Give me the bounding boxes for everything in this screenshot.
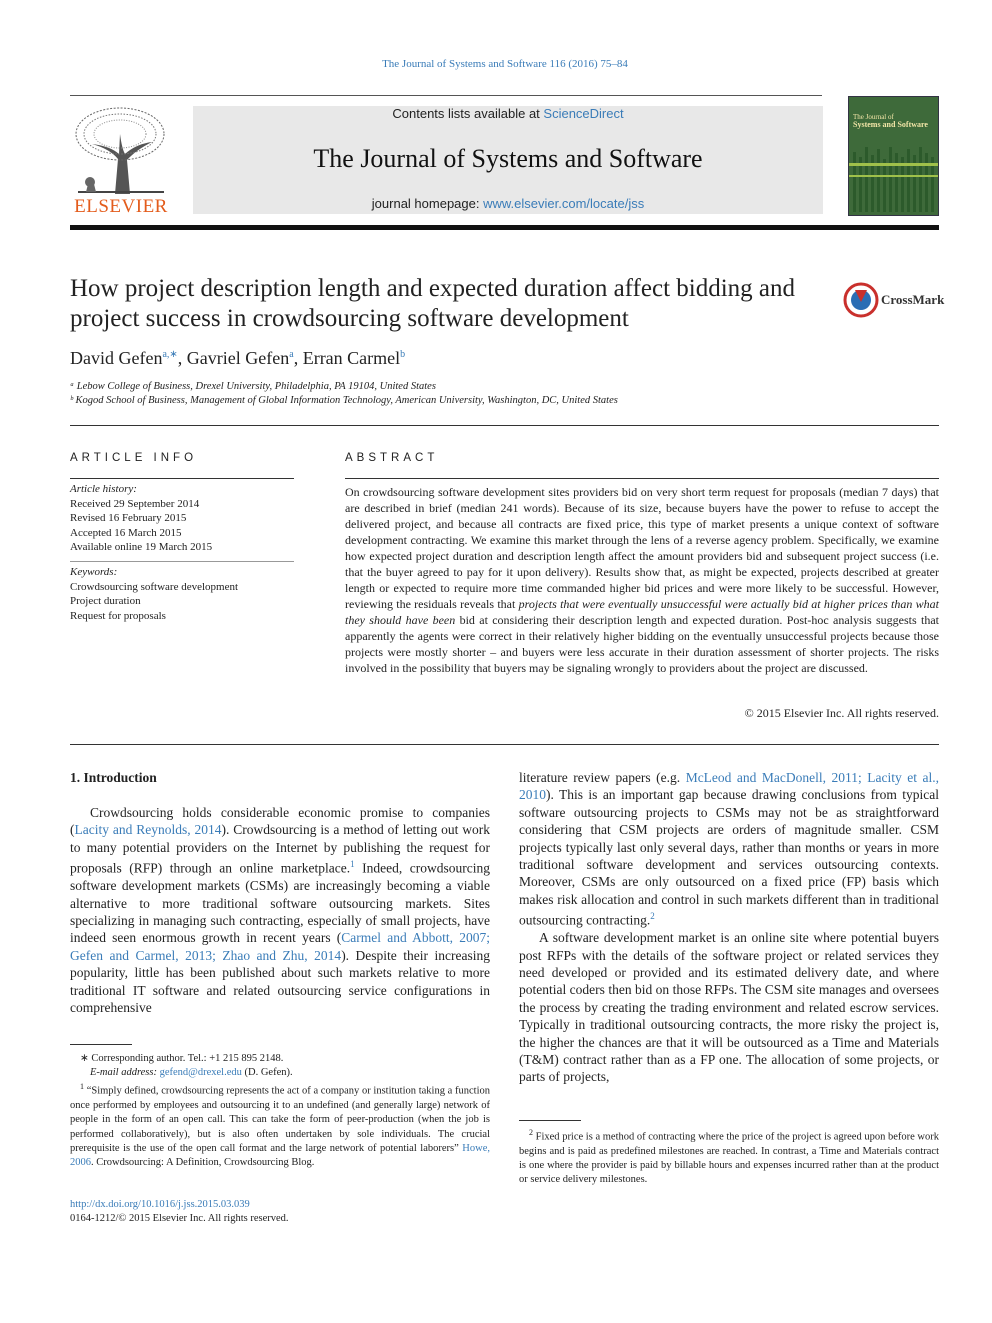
citation-link[interactable]: Lacity and Reynolds, 2014 <box>74 822 222 838</box>
footnote-ref[interactable]: 1 <box>350 859 355 870</box>
contents-prefix: Contents lists available at <box>392 106 544 121</box>
abstract-text: On crowdsourcing software development sites providers bid on very short term request for proposals (median 7 days) that are described in brief (median 241 words). Because of its size, because buyers have the power to refuse to accept the delivered project, and because all contracts are fixed price, this type of market presents a unique context of software development contracting. We examine this market through the lens of a reverse agency problem. Specifically, we examine how expected project duration and description length affect the amount providers bid and subsequent project success (i.e. that the buyer agreed to pay for it upon delivery). Results show that, as might be expected, projects described at greater length or expected to require more time commanded higher bid prices and were more likely to be successful. However, reviewing the residuals reveals that <box>345 485 939 611</box>
history-label: Article history: <box>70 483 137 495</box>
history-item: Revised 16 February 2015 <box>70 512 187 524</box>
affiliation: ᵃ Lebow College of Business, Drexel University, Philadelphia, PA 19104, United States <box>70 381 436 392</box>
article-history <box>70 482 294 555</box>
body-paragraph: A software development market is an online site where potential buyers post RFPs with the details of the software project or related services they need developed or provided and its estimated delivery date, and where potential coders then bid on those RFPs. The CSM site manages and oversees the process by creating the trading environment and related escrow services. Typically in traditional outsourcing contracts, the more risky the project is, the higher the chances are that it will be outsourced as a Time and Materials (T&M) contract rather than as a FP one. The allocation of some projects, or parts of projects, <box>519 930 939 1085</box>
journal-cover-image[interactable] <box>848 96 939 216</box>
abstract-rule <box>345 478 939 479</box>
body-text: Indeed, crowdsourcing software development markets (CSMs) are increasingly becoming a viable alternative to more traditional software outsourcing markets. Sites specializing in managing such contracting, especially of small projects, have indeed seen enormous growth in recent years ( <box>70 860 490 946</box>
sciencedirect-link[interactable]: ScienceDirect <box>543 106 624 121</box>
cover-title-line1: The Journal of <box>853 113 894 121</box>
footnote-ref[interactable]: 2 <box>650 911 655 922</box>
footnote-rule <box>70 1044 132 1045</box>
affiliation: ᵇ Kogod School of Business, Management of Global Information Technology, American University, Washington, DC, United States <box>70 395 618 406</box>
cover-title <box>853 113 935 129</box>
author-name[interactable]: Erran Carmel <box>302 348 401 368</box>
history-item: Accepted 16 March 2015 <box>70 526 182 539</box>
doi-link[interactable]: http://dx.doi.org/10.1016/j.jss.2015.03.039 <box>70 1199 250 1210</box>
author-affil-mark[interactable]: b <box>400 349 406 360</box>
crossmark-icon <box>843 282 879 318</box>
homepage-prefix: journal homepage: <box>371 196 484 211</box>
email-suffix: (D. Gefen). <box>241 1067 293 1079</box>
issn-line: 0164-1212/© 2015 Elsevier Inc. All rights reserved. <box>70 1213 289 1225</box>
crossmark-label: CrossMark <box>881 292 945 307</box>
abstract-copyright: © 2015 Elsevier Inc. All rights reserved. <box>744 706 939 720</box>
elsevier-wordmark: ELSEVIER <box>74 196 168 217</box>
right-column <box>519 769 939 1086</box>
corresponding-author-note: ∗ Corresponding author. Tel.: +1 215 895 2148. <box>80 1053 284 1064</box>
author-list: David Gefen$^{a,∗}$, Gavriel Gefen$^a$, Erran Carmel$^b$ <box>70 348 406 368</box>
keyword: Project duration <box>70 595 141 607</box>
keywords-label: Keywords: <box>70 566 118 578</box>
author-affil-mark[interactable]: a <box>289 349 294 360</box>
homepage-line <box>193 196 823 211</box>
footnote-text: . Crowdsourcing: A Definition, Crowdsourcing Blog. <box>91 1156 315 1168</box>
journal-title: The Journal of Systems and Software <box>313 144 703 173</box>
author-name[interactable]: David Gefen <box>70 348 163 368</box>
body-text: ). This is an important gap because drawing conclusions from typical software outsourcing projects to CSMs may not be as straightforward considering that CSM projects are orders of magnitude smaller. CSM projects typically last only several days, rather than months or years in more traditional software development and services outsourcing contexts. Moreover, CSMs are only outsourced on a fixed price (FP) basis which makes risk allocation and control in such markets different than in traditional outsourcing contracting. <box>519 787 939 928</box>
citation-link[interactable]: McLeod and MacDonell, 2011; Lacity et al., 2010 <box>519 770 939 803</box>
section-heading: 1. Introduction <box>70 770 157 785</box>
header-thick-rule <box>70 225 939 230</box>
keyword: Crowdsourcing software development <box>70 580 239 593</box>
footnote-number: 2 <box>529 1128 533 1137</box>
keywords-rule <box>70 561 294 562</box>
body-text: ). Crowdsourcing is a method of letting out work to many potential providers on the Internet by publishing the request for proposals (RFP) through an online marketplace. <box>70 822 490 876</box>
citation-link[interactable]: Howe, 2006 <box>70 1142 490 1168</box>
keywords-block <box>70 565 294 623</box>
email-link[interactable]: gefend@drexel.edu <box>159 1067 242 1079</box>
abstract-heading: ABSTRACT <box>345 452 439 464</box>
body-text: ). Despite their increasing popularity, little has been published about such markets relative to more traditional IT software and related outsourcing service configurations in comprehensive <box>70 947 491 1015</box>
author-name[interactable]: Gavriel Gefen <box>186 348 290 368</box>
keyword: Request for proposals <box>70 609 166 622</box>
abstract-body <box>345 484 939 676</box>
article-info-rule <box>70 478 294 479</box>
history-item: Received 29 September 2014 <box>70 497 200 510</box>
header-top-rule <box>70 95 822 96</box>
body-text: literature review papers (e.g. <box>519 770 686 785</box>
cover-title-line2: Systems and Software <box>853 120 928 129</box>
doi-block <box>70 1198 490 1226</box>
article-title: How project description length and expected duration affect bidding and project success in crowdsourcing software development <box>70 275 795 332</box>
article-info-heading: ARTICLE INFO <box>70 452 198 464</box>
journal-reference[interactable]: The Journal of Systems and Software 116 (2016) 75–84 <box>382 58 628 70</box>
body-text: Crowdsourcing holds considerable economic promise to companies ( <box>70 805 490 838</box>
right-footnote <box>519 1126 939 1187</box>
homepage-link[interactable]: www.elsevier.com/locate/jss <box>483 196 645 211</box>
body-rule <box>70 744 939 745</box>
footnote-number: 1 <box>80 1082 84 1092</box>
abstract-text: bid at considering their description length and expected duration. Post-hoc analysis suggests that apparently the agents were correct in their relatively higher bidding on the eventually unsuccessful projects because those projects were mostly shorter – and buyers were less accurate in their duration assessment of shorter projects. The risks involved in the possibility that buyers may be signaling wrongly to providers about the project are discussed. <box>345 613 939 675</box>
contents-line <box>193 106 823 121</box>
abstract-emphasis: projects that were eventually unsuccessful were actually bid at higher prices than what they should have been <box>345 597 939 627</box>
left-footnotes <box>70 1052 490 1170</box>
affiliation-rule <box>70 425 939 426</box>
crossmark-badge[interactable] <box>843 282 945 318</box>
footnote-rule <box>519 1120 581 1121</box>
citation-link[interactable]: Carmel and Abbott, 2007; Gefen and Carmel, 2013; Zhao and Zhu, 2014 <box>70 930 490 963</box>
email-label: E-mail address: <box>90 1067 160 1079</box>
history-item: Available online 19 March 2015 <box>70 541 213 553</box>
footnote-text: “Simply defined, crowdsourcing represents the act of a company or institution taking a function once performed by employees and outsourcing it to an undefined (and generally large) network of people in the form of an open call. This can take the form of peer-production (when the job is performed collaboratively), but is also often undertaken by sole individuals. The crucial prerequisite is the use of the open call format and the large network of potential laborers” <box>70 1085 490 1154</box>
left-column <box>70 804 490 1016</box>
author-affil-mark[interactable]: a,∗ <box>162 349 178 360</box>
footnote-text: Fixed price is a method of contracting where the price of the project is agreed upon before work begins and is paid as predefined milestones are reached. In contrast, a Time and Materials contract is one where the provider is paid by billable hours and expenses incurred rather than at the product or service delivery milestones. <box>519 1131 939 1186</box>
